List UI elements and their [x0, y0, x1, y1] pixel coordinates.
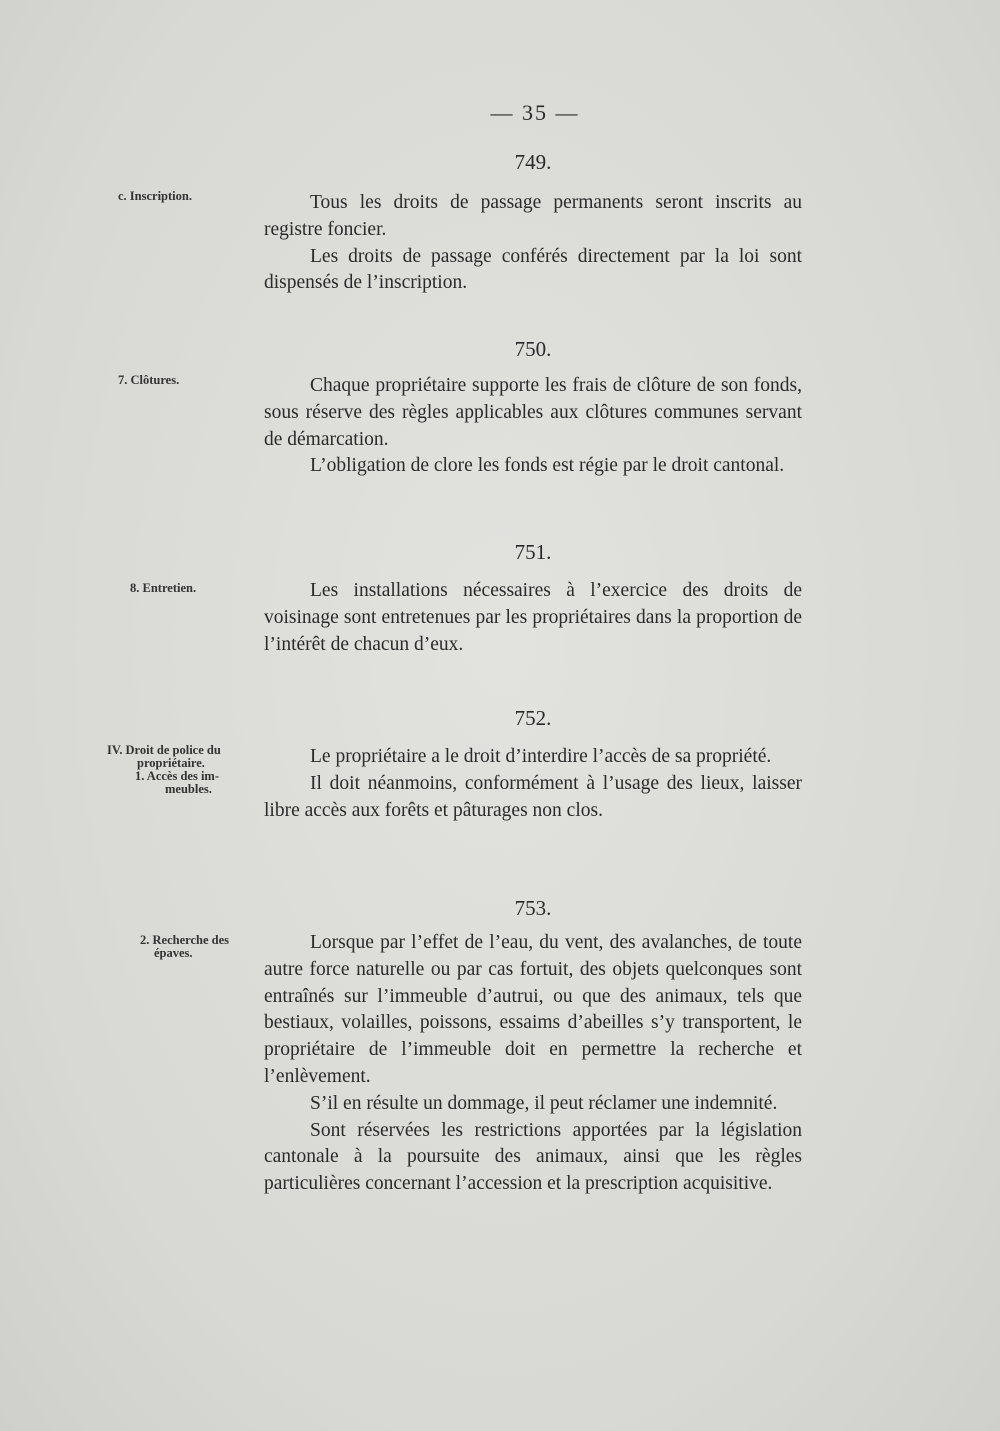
- article-number: 750.: [514, 337, 552, 361]
- article-number: 751.: [514, 540, 552, 564]
- article-body: [264, 190, 802, 297]
- paragraph: Sont réservées les restrictions apportées par la législation cantonale à la poursuite des animaux, ainsi que les règles particulières concernant l’accession et la prescription acquisitive.: [264, 1119, 802, 1195]
- article-number: 752.: [514, 706, 552, 730]
- margin-note-line: 7. Clôtures.: [118, 373, 180, 387]
- article-number: 753.: [514, 896, 552, 920]
- article-number: 749.: [514, 150, 552, 174]
- margin-note: [107, 744, 252, 796]
- paragraph: Tous les droits de passage permanents seront inscrits au registre foncier.: [264, 192, 802, 240]
- margin-note-line: c. Inscription.: [118, 189, 192, 203]
- paragraph: Chaque propriétaire supporte les frais de clôture de son fonds, sous réserve des règles applicables aux clôtures communes servant de démarcation.: [264, 375, 802, 450]
- paragraph: Les installations nécessaires à l’exercice des droits de voisinage sont entretenues par les propriétaires dans la proportion de l’intérêt de chacun d’eux.: [264, 580, 802, 655]
- margin-note-line: IV. Droit de police du: [107, 743, 221, 757]
- article-body: [264, 578, 802, 658]
- paragraph: Le propriétaire a le droit d’interdire l’accès de sa propriété.: [310, 746, 772, 767]
- paragraph: Il doit néanmoins, conformément à l’usage des lieux, laisser libre accès aux forêts et pâturages non clos.: [264, 772, 802, 821]
- margin-note: [118, 374, 263, 387]
- margin-note-line: propriétaire.: [137, 756, 205, 770]
- paragraph: Les droits de passage conférés directement par la loi sont dispensés de l’inscription.: [264, 245, 802, 294]
- margin-note-line: 8. Entretien.: [130, 581, 197, 595]
- margin-note: [118, 190, 263, 203]
- margin-note-line: 1. Accès des im-: [135, 769, 220, 783]
- paragraph: L’obligation de clore les fonds est régie par le droit cantonal.: [310, 455, 785, 477]
- margin-note: [130, 582, 275, 595]
- margin-note-line: épaves.: [154, 946, 193, 960]
- page-number: — 35 —: [490, 100, 580, 125]
- margin-note-line: meubles.: [165, 782, 212, 796]
- article-body: [264, 930, 802, 1198]
- paragraph: S’il en résulte un dommage, il peut réclamer une indemnité.: [310, 1092, 778, 1114]
- article-body: [264, 744, 802, 824]
- margin-note-line: 2. Recherche des: [140, 933, 229, 947]
- article-body: [264, 373, 802, 480]
- paragraph: Lorsque par l’effet de l’eau, du vent, des avalanches, de toute autre force naturelle ou par cas fortuit, des objets quelconques sont entraînés sur l’immeuble d’autrui, ou que des animaux, tels que bestiaux, volailles, poissons, essaims d’abeilles s’y transportent, le propriétaire de l’immeuble doit en permettre la recherche et l’enlèvement.: [264, 932, 802, 1087]
